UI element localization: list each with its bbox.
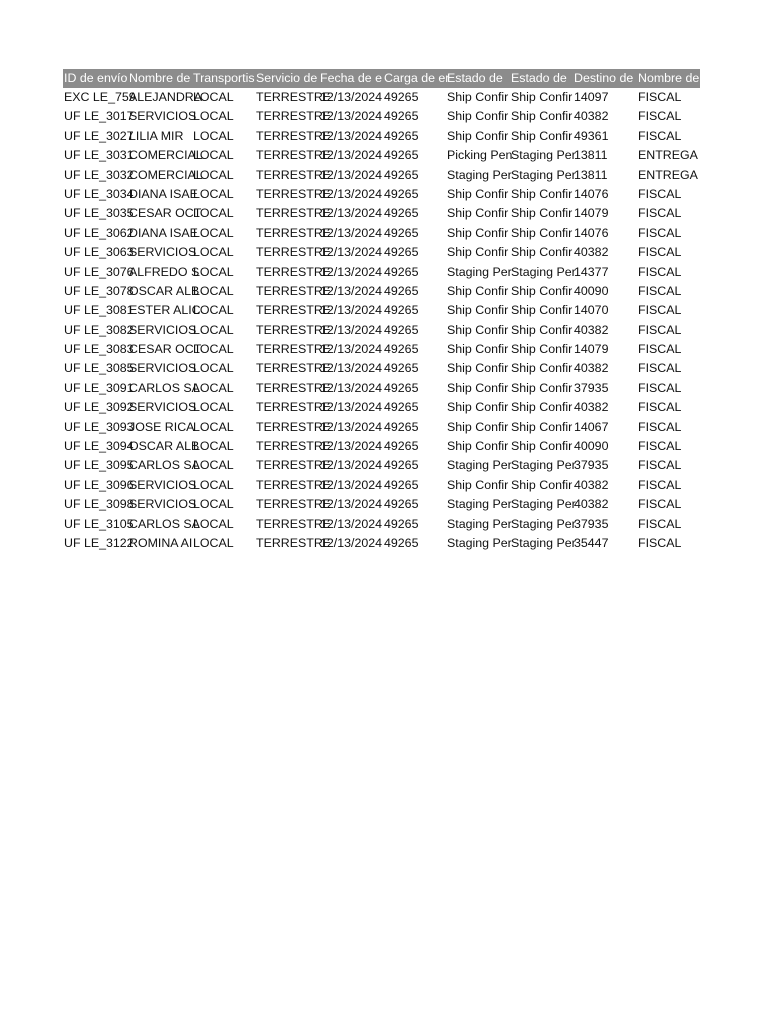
cell-estado-1[interactable]: Ship Confir [447, 128, 509, 143]
cell-transportista[interactable]: LOCAL [193, 283, 234, 298]
cell-fecha[interactable]: 12/13/2024 [320, 109, 383, 124]
cell-destino[interactable]: 40090 [574, 283, 609, 298]
table-row [63, 301, 700, 320]
cell-servicio[interactable]: TERRESTRE [256, 206, 332, 221]
cell-nombre[interactable]: FISCAL [638, 264, 682, 279]
cell-fecha[interactable]: 12/13/2024 [320, 225, 383, 240]
cell-estado-2[interactable]: Staging Per [511, 516, 576, 531]
cell-nombre[interactable]: ENTREGA [638, 167, 698, 182]
cell-estado-2[interactable]: Ship Confir [511, 419, 573, 434]
cell-nombre[interactable]: FISCAL [638, 90, 682, 104]
cell-nombre[interactable]: FISCAL [638, 109, 682, 124]
cell-servicio[interactable]: TERRESTRE [256, 497, 332, 512]
cell-id-envio[interactable]: UF LE_3096 [64, 477, 134, 492]
cell-nombre-destinatario[interactable]: LILIA MIR [129, 128, 184, 143]
cell-destino[interactable]: 14377 [574, 264, 609, 279]
cell-nombre-destinatario[interactable]: SERVICIOS [129, 361, 197, 376]
cell-fecha[interactable]: 12/13/2024 [320, 303, 383, 318]
table-row [63, 476, 700, 495]
cell-estado-1[interactable]: Ship Confir [447, 342, 509, 357]
cell-fecha[interactable]: 12/13/2024 [320, 535, 383, 550]
cell-nombre-destinatario[interactable]: CARLOS SA [129, 380, 200, 395]
cell-servicio[interactable]: TERRESTRE [256, 128, 332, 143]
cell-id-envio[interactable]: UF LE_3032 [64, 167, 134, 182]
table-row [63, 127, 700, 146]
cell-transportista[interactable]: LOCAL [193, 206, 234, 221]
cell-nombre-destinatario[interactable]: JOSE RICA [129, 419, 195, 434]
cell-transportista[interactable]: LOCAL [193, 322, 234, 337]
cell-destino[interactable]: 37935 [574, 380, 609, 395]
cell-servicio[interactable]: TERRESTRE [256, 167, 332, 182]
cell-servicio[interactable]: TERRESTRE [256, 148, 332, 163]
cell-id-envio[interactable]: UF LE_3082 [64, 322, 134, 337]
cell-fecha[interactable]: 12/13/2024 [320, 380, 383, 395]
table-row [63, 437, 700, 456]
cell-nombre-destinatario[interactable]: CARLOS SA [129, 458, 200, 473]
table-row [63, 282, 700, 301]
cell-transportista[interactable]: LOCAL [193, 167, 234, 182]
cell-estado-2[interactable]: Ship Confir [511, 186, 573, 201]
cell-nombre-destinatario[interactable]: SERVICIOS [129, 497, 197, 512]
cell-carga[interactable]: 49265 [384, 361, 419, 376]
cell-nombre-destinatario[interactable]: COMERCIAL [129, 148, 203, 163]
cell-fecha[interactable]: 12/13/2024 [320, 186, 383, 201]
cell-servicio[interactable]: TERRESTRE [256, 400, 332, 415]
cell-destino[interactable]: 40382 [574, 322, 609, 337]
cell-estado-2[interactable]: Ship Confir [511, 225, 573, 240]
cell-carga[interactable]: 49265 [384, 264, 419, 279]
cell-destino[interactable]: 14076 [574, 225, 609, 240]
cell-destino[interactable]: 40382 [574, 497, 609, 512]
cell-nombre[interactable]: FISCAL [638, 516, 682, 531]
cell-id-envio[interactable]: UF LE_3122 [64, 535, 134, 550]
header-cell-estado-2[interactable]: Estado de [511, 71, 567, 85]
cell-transportista[interactable]: LOCAL [193, 439, 234, 454]
cell-estado-2[interactable]: Ship Confir [511, 477, 573, 492]
cell-id-envio[interactable]: UF LE_3031 [64, 148, 134, 163]
cell-fecha[interactable]: 12/13/2024 [320, 283, 383, 298]
cell-destino[interactable]: 40382 [574, 245, 609, 260]
cell-fecha[interactable]: 12/13/2024 [320, 516, 383, 531]
cell-estado-1[interactable]: Ship Confir [447, 90, 509, 104]
cell-fecha[interactable]: 12/13/2024 [320, 342, 383, 357]
cell-estado-1[interactable]: Ship Confir [447, 322, 509, 337]
cell-nombre-destinatario[interactable]: CARLOS SA [129, 516, 200, 531]
cell-estado-2[interactable]: Ship Confir [511, 439, 573, 454]
cell-nombre-destinatario[interactable]: DIANA ISAE [129, 186, 198, 201]
cell-estado-1[interactable]: Ship Confir [447, 303, 509, 318]
cell-destino[interactable]: 13811 [574, 148, 608, 163]
table-row [63, 340, 700, 359]
cell-servicio[interactable]: TERRESTRE [256, 342, 332, 357]
cell-estado-1[interactable]: Staging Per [447, 458, 512, 473]
cell-id-envio[interactable]: UF LE_3081 [64, 303, 134, 318]
cell-destino[interactable]: 14097 [574, 90, 609, 104]
cell-destino[interactable]: 49361 [574, 128, 609, 143]
cell-servicio[interactable]: TERRESTRE [256, 458, 332, 473]
table-row [63, 418, 700, 437]
cell-nombre-destinatario[interactable]: SERVICIOS [129, 477, 197, 492]
cell-id-envio[interactable]: UF LE_3076 [64, 264, 134, 279]
cell-estado-2[interactable]: Ship Confir [511, 361, 573, 376]
cell-nombre-destinatario[interactable]: CESAR OCT [129, 206, 202, 221]
cell-estado-1[interactable]: Ship Confir [447, 439, 509, 454]
cell-id-envio[interactable]: UF LE_3098 [64, 497, 134, 512]
table-row [63, 456, 700, 475]
cell-estado-2[interactable]: Ship Confir [511, 342, 573, 357]
cell-id-envio[interactable]: UF LE_3078 [64, 283, 134, 298]
cell-carga[interactable]: 49265 [384, 128, 419, 143]
cell-fecha[interactable]: 12/13/2024 [320, 458, 383, 473]
cell-estado-1[interactable]: Ship Confir [447, 225, 509, 240]
cell-destino[interactable]: 37935 [574, 516, 609, 531]
cell-carga[interactable]: 49265 [384, 90, 419, 104]
cell-fecha[interactable]: 12/13/2024 [320, 497, 383, 512]
cell-transportista[interactable]: LOCAL [193, 419, 234, 434]
cell-carga[interactable]: 49265 [384, 380, 419, 395]
table-row [63, 243, 700, 262]
cell-nombre[interactable]: ENTREGA [638, 148, 698, 163]
cell-nombre-destinatario[interactable]: SERVICIOS [129, 322, 197, 337]
cell-servicio[interactable]: TERRESTRE [256, 477, 332, 492]
header-cell-estado-1[interactable]: Estado de [447, 71, 503, 85]
cell-carga[interactable]: 49265 [384, 303, 419, 318]
table-row [63, 515, 700, 534]
cell-carga[interactable]: 49265 [384, 458, 419, 473]
cell-servicio[interactable]: TERRESTRE [256, 186, 332, 201]
cell-destino[interactable]: 14076 [574, 186, 609, 201]
cell-carga[interactable]: 49265 [384, 342, 419, 357]
cell-nombre-destinatario[interactable]: OSCAR ALB [129, 439, 200, 454]
cell-transportista[interactable]: LOCAL [193, 109, 234, 124]
cell-id-envio[interactable]: UF LE_3095 [64, 458, 134, 473]
cell-transportista[interactable]: LOCAL [193, 128, 234, 143]
spreadsheet-table [63, 69, 700, 553]
table-row [63, 495, 700, 514]
cell-estado-2[interactable]: Ship Confir [511, 283, 573, 298]
cell-nombre[interactable]: FISCAL [638, 400, 682, 415]
cell-estado-1[interactable]: Ship Confir [447, 477, 509, 492]
table-row [63, 107, 700, 126]
cell-id-envio[interactable]: UF LE_3063 [64, 245, 134, 260]
table-body [63, 88, 700, 553]
cell-estado-2[interactable]: Ship Confir [511, 245, 573, 260]
cell-nombre-destinatario[interactable]: SERVICIOS [129, 109, 197, 124]
cell-carga[interactable]: 49265 [384, 206, 419, 221]
cell-transportista[interactable]: LOCAL [193, 477, 234, 492]
table-row [63, 359, 700, 378]
cell-carga[interactable]: 49265 [384, 516, 419, 531]
cell-estado-2[interactable]: Staging Per [511, 497, 576, 512]
cell-estado-2[interactable]: Staging Per [511, 264, 576, 279]
cell-estado-2[interactable]: Ship Confir [511, 109, 573, 124]
cell-estado-1[interactable]: Ship Confir [447, 419, 509, 434]
table-row [63, 534, 700, 553]
cell-carga[interactable]: 49265 [384, 109, 419, 124]
cell-transportista[interactable]: LOCAL [193, 400, 234, 415]
cell-transportista[interactable]: LOCAL [193, 225, 234, 240]
cell-transportista[interactable]: LOCAL [193, 458, 234, 473]
cell-servicio[interactable]: TERRESTRE [256, 535, 332, 550]
cell-fecha[interactable]: 12/13/2024 [320, 245, 383, 260]
cell-servicio[interactable]: TERRESTRE [256, 225, 332, 240]
cell-fecha[interactable]: 12/13/2024 [320, 361, 383, 376]
cell-estado-1[interactable]: Ship Confir [447, 245, 509, 260]
cell-nombre[interactable]: FISCAL [638, 477, 682, 492]
cell-estado-1[interactable]: Ship Confir [447, 361, 509, 376]
table-row [63, 166, 700, 185]
cell-carga[interactable]: 49265 [384, 497, 419, 512]
cell-fecha[interactable]: 12/13/2024 [320, 90, 383, 104]
cell-servicio[interactable]: TERRESTRE [256, 245, 332, 260]
cell-nombre[interactable]: FISCAL [638, 245, 682, 260]
cell-fecha[interactable]: 12/13/2024 [320, 439, 383, 454]
cell-nombre[interactable]: FISCAL [638, 128, 682, 143]
cell-fecha[interactable]: 12/13/2024 [320, 419, 383, 434]
table-row [63, 321, 700, 340]
cell-servicio[interactable]: TERRESTRE [256, 419, 332, 434]
cell-estado-1[interactable]: Staging Per [447, 535, 512, 550]
table-row [63, 224, 700, 243]
cell-nombre-destinatario[interactable]: SERVICIOS [129, 400, 197, 415]
cell-nombre-destinatario[interactable]: SERVICIOS [129, 245, 197, 260]
cell-estado-1[interactable]: Ship Confir [447, 186, 509, 201]
cell-transportista[interactable]: LOCAL [193, 245, 234, 260]
header-cell-id-envio[interactable]: ID de envío [64, 71, 128, 85]
header-cell-nombre-destinatario[interactable]: Nombre de [129, 71, 191, 85]
cell-transportista[interactable]: LOCAL [193, 516, 234, 531]
cell-estado-1[interactable]: Ship Confir [447, 206, 509, 221]
cell-destino[interactable]: 40382 [574, 109, 609, 124]
cell-estado-2[interactable]: Ship Confir [511, 322, 573, 337]
cell-servicio[interactable]: TERRESTRE [256, 303, 332, 318]
cell-transportista[interactable]: LOCAL [193, 186, 234, 201]
cell-servicio[interactable]: TERRESTRE [256, 322, 332, 337]
cell-fecha[interactable]: 12/13/2024 [320, 206, 383, 221]
cell-destino[interactable]: 14067 [574, 419, 609, 434]
cell-fecha[interactable]: 12/13/2024 [320, 148, 383, 163]
cell-transportista[interactable]: LOCAL [193, 535, 234, 550]
cell-estado-2[interactable]: Staging Per [511, 535, 576, 550]
table-row [63, 263, 700, 282]
cell-nombre-destinatario[interactable]: COMERCIAL [129, 167, 203, 182]
cell-nombre[interactable]: FISCAL [638, 303, 682, 318]
cell-nombre[interactable]: FISCAL [638, 439, 682, 454]
cell-servicio[interactable]: TERRESTRE [256, 90, 332, 104]
cell-destino[interactable]: 35447 [574, 535, 609, 550]
cell-carga[interactable]: 49265 [384, 245, 419, 260]
cell-carga[interactable]: 49265 [384, 225, 419, 240]
cell-destino[interactable]: 40382 [574, 400, 609, 415]
cell-nombre-destinatario[interactable]: CESAR OCT [129, 342, 202, 357]
cell-id-envio[interactable]: UF LE_3027 [64, 128, 134, 143]
header-cell-fecha[interactable]: Fecha de e [320, 71, 382, 85]
cell-servicio[interactable]: TERRESTRE [256, 380, 332, 395]
cell-id-envio[interactable]: UF LE_3091 [64, 380, 134, 395]
cell-nombre-destinatario[interactable]: DIANA ISAE [129, 225, 198, 240]
cell-servicio[interactable]: TERRESTRE [256, 439, 332, 454]
cell-id-envio[interactable]: UF LE_3094 [64, 439, 134, 454]
cell-destino[interactable]: 13811 [574, 167, 608, 182]
cell-nombre[interactable]: FISCAL [638, 206, 682, 221]
cell-nombre[interactable]: FISCAL [638, 322, 682, 337]
cell-carga[interactable]: 49265 [384, 439, 419, 454]
cell-id-envio[interactable]: UF LE_3092 [64, 400, 134, 415]
cell-estado-2[interactable]: Ship Confir [511, 128, 573, 143]
cell-nombre[interactable]: FISCAL [638, 458, 682, 473]
cell-nombre-destinatario[interactable]: ALFREDO S [129, 264, 200, 279]
cell-destino[interactable]: 14079 [574, 206, 609, 221]
cell-id-envio[interactable]: UF LE_3105 [64, 516, 134, 531]
cell-id-envio[interactable]: UF LE_3093 [64, 419, 134, 434]
table-row [63, 185, 700, 204]
table-row [63, 398, 700, 417]
cell-estado-1[interactable]: Staging Per [447, 264, 512, 279]
cell-estado-2[interactable]: Ship Confir [511, 400, 573, 415]
cell-nombre-destinatario[interactable]: ALEJANDRA [129, 90, 202, 104]
table-row [63, 204, 700, 223]
cell-estado-2[interactable]: Staging Per [511, 458, 576, 473]
header-cell-carga[interactable]: Carga de er [384, 71, 450, 85]
cell-id-envio[interactable]: UF LE_3034 [64, 186, 134, 201]
cell-transportista[interactable]: LOCAL [193, 148, 234, 163]
cell-transportista[interactable]: LOCAL [193, 361, 234, 376]
cell-nombre[interactable]: FISCAL [638, 361, 682, 376]
cell-transportista[interactable]: LOCAL [193, 264, 234, 279]
cell-estado-1[interactable]: Ship Confir [447, 109, 509, 124]
cell-estado-1[interactable]: Ship Confir [447, 400, 509, 415]
cell-servicio[interactable]: TERRESTRE [256, 264, 332, 279]
header-cell-servicio[interactable]: Servicio de [256, 71, 318, 85]
cell-servicio[interactable]: TERRESTRE [256, 361, 332, 376]
cell-nombre[interactable]: FISCAL [638, 283, 682, 298]
cell-fecha[interactable]: 12/13/2024 [320, 477, 383, 492]
cell-carga[interactable]: 49265 [384, 322, 419, 337]
table-row [63, 146, 700, 165]
table-row [63, 379, 700, 398]
cell-estado-2[interactable]: Ship Confir [511, 90, 573, 104]
cell-id-envio[interactable]: EXC LE_759 [64, 90, 136, 104]
cell-nombre-destinatario[interactable]: ROMINA AI [129, 535, 193, 550]
cell-nombre[interactable]: FISCAL [638, 225, 682, 240]
cell-transportista[interactable]: LOCAL [193, 497, 234, 512]
cell-estado-2[interactable]: Ship Confir [511, 380, 573, 395]
cell-servicio[interactable]: TERRESTRE [256, 283, 332, 298]
header-cell-nombre[interactable]: Nombre de [638, 71, 700, 85]
cell-estado-1[interactable]: Ship Confir [447, 380, 509, 395]
cell-fecha[interactable]: 12/13/2024 [320, 400, 383, 415]
cell-nombre-destinatario[interactable]: ESTER ALIC [129, 303, 201, 318]
cell-carga[interactable]: 49265 [384, 186, 419, 201]
cell-carga[interactable]: 49265 [384, 535, 419, 550]
cell-estado-1[interactable]: Staging Per [447, 167, 512, 182]
header-row [63, 69, 700, 88]
table-row [63, 88, 700, 107]
cell-id-envio[interactable]: UF LE_3085 [64, 361, 134, 376]
cell-destino[interactable]: 40382 [574, 477, 609, 492]
cell-id-envio[interactable]: UF LE_3083 [64, 342, 134, 357]
cell-nombre[interactable]: FISCAL [638, 380, 682, 395]
header-cell-destino[interactable]: Destino de [574, 71, 634, 85]
cell-carga[interactable]: 49265 [384, 419, 419, 434]
cell-destino[interactable]: 40090 [574, 439, 609, 454]
cell-id-envio[interactable]: UF LE_3062 [64, 225, 134, 240]
cell-id-envio[interactable]: UF LE_3035 [64, 206, 134, 221]
cell-carga[interactable]: 49265 [384, 283, 419, 298]
cell-destino[interactable]: 37935 [574, 458, 609, 473]
cell-id-envio[interactable]: UF LE_3017 [64, 109, 134, 124]
cell-fecha[interactable]: 12/13/2024 [320, 322, 383, 337]
cell-transportista[interactable]: LOCAL [193, 342, 234, 357]
cell-transportista[interactable]: LOCAL [193, 90, 234, 104]
cell-fecha[interactable]: 12/13/2024 [320, 128, 383, 143]
cell-nombre[interactable]: FISCAL [638, 497, 682, 512]
cell-servicio[interactable]: TERRESTRE [256, 109, 332, 124]
cell-destino[interactable]: 14079 [574, 342, 609, 357]
cell-estado-2[interactable]: Staging Per [511, 167, 576, 182]
cell-destino[interactable]: 40382 [574, 361, 609, 376]
cell-estado-1[interactable]: Ship Confir [447, 283, 509, 298]
cell-estado-2[interactable]: Ship Confir [511, 206, 573, 221]
cell-estado-2[interactable]: Ship Confir [511, 303, 573, 318]
cell-fecha[interactable]: 12/13/2024 [320, 264, 383, 279]
header-cell-transportista[interactable]: Transportis [193, 71, 255, 85]
cell-destino[interactable]: 14070 [574, 303, 609, 318]
cell-carga[interactable]: 49265 [384, 148, 419, 163]
cell-nombre[interactable]: FISCAL [638, 419, 682, 434]
cell-nombre[interactable]: FISCAL [638, 186, 682, 201]
cell-nombre[interactable]: FISCAL [638, 342, 682, 357]
cell-estado-2[interactable]: Staging Per [511, 148, 576, 163]
cell-estado-1[interactable]: Picking Pen [447, 148, 513, 163]
cell-transportista[interactable]: LOCAL [193, 303, 234, 318]
cell-servicio[interactable]: TERRESTRE [256, 516, 332, 531]
cell-transportista[interactable]: LOCAL [193, 380, 234, 395]
cell-nombre-destinatario[interactable]: OSCAR ALB [129, 283, 200, 298]
cell-carga[interactable]: 49265 [384, 400, 419, 415]
cell-carga[interactable]: 49265 [384, 167, 419, 182]
cell-estado-1[interactable]: Staging Per [447, 516, 512, 531]
cell-nombre[interactable]: FISCAL [638, 535, 682, 550]
cell-estado-1[interactable]: Staging Per [447, 497, 512, 512]
cell-carga[interactable]: 49265 [384, 477, 419, 492]
cell-fecha[interactable]: 12/13/2024 [320, 167, 383, 182]
